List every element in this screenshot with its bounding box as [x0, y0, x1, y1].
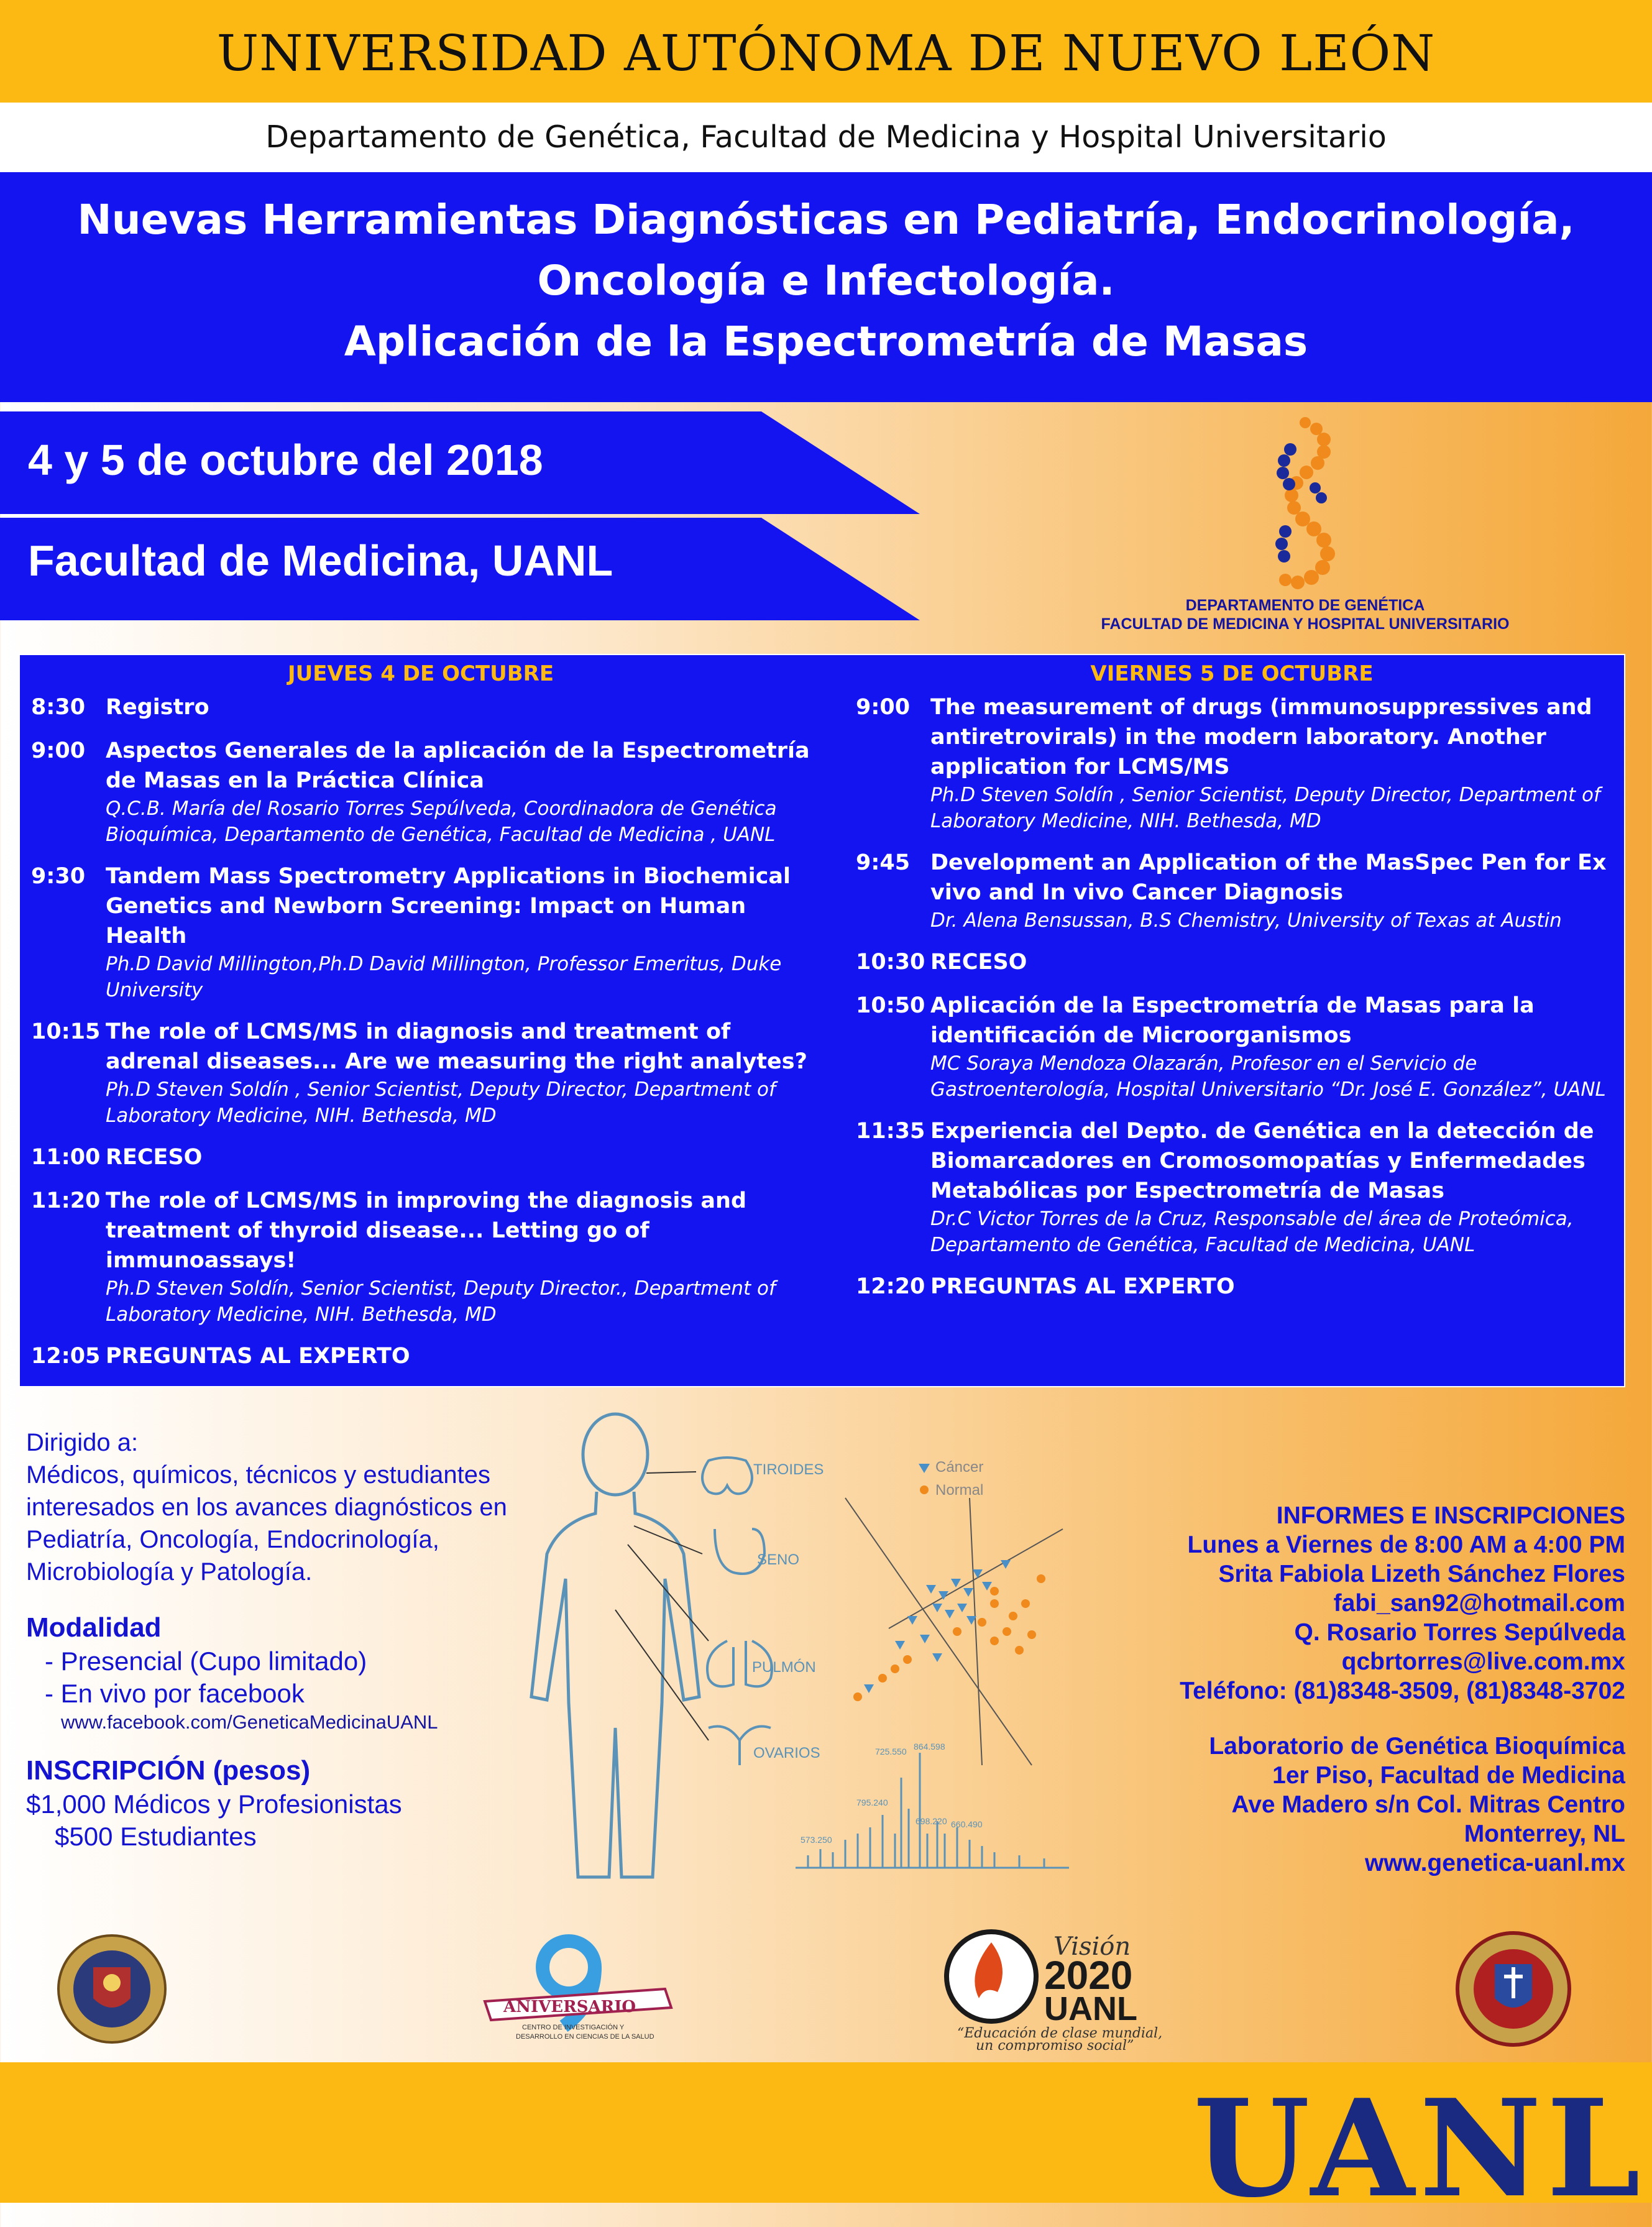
contact-person-2: Q. Rosario Torres Sepúlveda	[1294, 1619, 1625, 1646]
genetics-logo-caption	[1057, 596, 1554, 633]
contact-hours: Lunes a Viernes de 8:00 AM a 4:00 PM	[1187, 1531, 1625, 1558]
schedule-title: PREGUNTAS AL EXPERTO	[106, 1344, 410, 1369]
human-body-icon	[531, 1414, 699, 1877]
schedule-speaker: Dr. Alena Bensussan, B.S Chemistry, University of Texas at Austin	[930, 909, 1562, 932]
schedule-item	[31, 1017, 824, 1129]
legend-normal-marker	[920, 1485, 929, 1494]
audience-info	[26, 1426, 561, 1853]
day1-header: JUEVES 4 DE OCTUBRE	[287, 661, 554, 686]
title-line-3: Aplicación de la Espectrometría de Masas	[344, 318, 1308, 365]
schedule-title: Aplicación de la Espectrometría de Masas para la identificación de Microorganismos	[930, 993, 1535, 1048]
fees-heading: INSCRIPCIÓN (pesos)	[26, 1755, 311, 1786]
schedule-title: RECESO	[106, 1145, 203, 1170]
schedule-item	[31, 861, 824, 1003]
schedule-time: 9:45	[856, 850, 911, 875]
legend-normal: Normal	[935, 1482, 984, 1499]
legend-cancer-marker	[919, 1464, 930, 1473]
audience-text: Médicos, químicos, técnicos y estudiantes interesados en los avances diagnósticos en Pediatría, Oncología, Endocrinología, Microbiología y Patología.	[26, 1461, 507, 1586]
contact-heading: INFORMES E INSCRIPCIONES	[1276, 1502, 1625, 1529]
schedule-time: 12:20	[856, 1274, 925, 1299]
vision-year: 2020	[1044, 1953, 1133, 1998]
peak-label-5: 660.490	[951, 1819, 983, 1829]
title-line-1: Nuevas Herramientas Diagnósticas en Pediatría, Endocrinología,	[77, 196, 1575, 244]
schedule-speaker: Ph.D David Millington,Ph.D David Millington, Professor Emeritus, Duke University	[106, 953, 782, 1001]
schedule-title: RECESO	[930, 950, 1027, 975]
schedule-item	[856, 1272, 1611, 1302]
label-seno: SENO	[757, 1551, 800, 1568]
lab-website[interactable]: www.genetica-uanl.mx	[1365, 1850, 1625, 1876]
schedule-speaker: Q.C.B. María del Rosario Torres Sepúlveda, Coordinadora de Genética Bioquímica, Departamento de Genética, Facultad de Medicina , UANL	[106, 797, 777, 846]
aniversario-word: ANIVERSARIO	[503, 1998, 636, 2016]
event-title	[0, 172, 1652, 402]
label-pulmon: PULMÓN	[752, 1659, 816, 1676]
schedule-item	[856, 1116, 1611, 1258]
schedule-item	[31, 692, 824, 722]
schedule-title: The measurement of drugs (immunosuppressives and antiretrovirals) in the modern laboratory. Another application for LCMS/MS	[930, 695, 1592, 779]
day2-column	[856, 692, 1611, 1315]
schedule-body	[930, 947, 1611, 977]
dna-helix-icon	[1237, 413, 1374, 594]
contact-phone: Teléfono: (81)8348-3509, (81)8348-3702	[1180, 1678, 1625, 1704]
contact-email-1[interactable]: fabi_san92@hotmail.com	[1333, 1590, 1625, 1617]
logo-caption-line-1: DEPARTAMENTO DE GENÉTICA	[1185, 597, 1425, 614]
vision-uanl: UANL	[1044, 1990, 1137, 2027]
schedule-time: 9:30	[31, 864, 86, 889]
schedule-time: 10:15	[31, 1019, 101, 1044]
schedule-body	[930, 692, 1611, 834]
schedule-time: 11:20	[31, 1188, 101, 1213]
schedule-body	[930, 991, 1611, 1103]
lab-name: Laboratorio de Genética Bioquímica	[1209, 1733, 1625, 1760]
vision-word: Visión	[1053, 1932, 1131, 1961]
contact-info	[1057, 1501, 1625, 1878]
department-line: Departamento de Genética, Facultad de Medicina y Hospital Universitario	[0, 103, 1652, 172]
schedule-time: 9:00	[856, 695, 911, 720]
schedule-time: 12:05	[31, 1344, 101, 1369]
lab-street: Ave Madero s/n Col. Mitras Centro	[1231, 1791, 1625, 1818]
schedule-speaker: Ph.D Steven Soldín , Senior Scientist, Deputy Director, Department of Laboratory Medicine, NIH. Bethesda, MD	[930, 784, 1600, 832]
schedule-body	[930, 1116, 1611, 1258]
schedule-item	[31, 1142, 824, 1172]
schedule-title: Tandem Mass Spectrometry Applications in Biochemical Genetics and Newborn Screening: Impact on Human Health	[106, 864, 791, 948]
schedule-time: 10:50	[856, 993, 925, 1018]
schedule-title: Aspectos Generales de la aplicación de la Espectrometría de Masas en la Práctica Clínica	[106, 738, 810, 793]
aniversario-sub-1: CENTRO DE INVESTIGACIÓN Y	[522, 2024, 625, 2031]
schedule-title: The role of LCMS/MS in diagnosis and treatment of adrenal diseases... Are we measuring the right analytes?	[106, 1019, 807, 1074]
logo-caption-line-2: FACULTAD DE MEDICINA Y HOSPITAL UNIVERSITARIO	[1101, 615, 1510, 633]
schedule-time: 8:30	[31, 695, 86, 720]
uanl-seal-logo	[56, 1933, 168, 2045]
schedule-speaker: Ph.D Steven Soldín, Senior Scientist, Deputy Director., Department of Laboratory Medicine, NIH. Bethesda, MD	[106, 1277, 776, 1326]
schedule-body	[930, 848, 1611, 934]
schedule-time: 11:35	[856, 1119, 925, 1144]
schedule-item	[856, 692, 1611, 834]
schedule-speaker: MC Soraya Mendoza Olazarán, Profesor en el Servicio de Gastroenterología, Hospital Universitario “Dr. José E. González”, UANL	[930, 1052, 1606, 1101]
label-ovarios: OVARIOS	[753, 1745, 820, 1761]
schedule-title: Development an Application of the MasSpec Pen for Ex vivo and In vivo Cancer Diagnosis	[930, 850, 1607, 905]
vision-slogan-2: un compromiso social”	[976, 2038, 1134, 2051]
schedule-speaker: Ph.D Steven Soldín , Senior Scientist, Deputy Director, Department of Laboratory Medicine, NIH. Bethesda, MD	[106, 1078, 776, 1127]
day2-header: VIERNES 5 DE OCTUBRE	[1090, 661, 1374, 686]
lab-floor: 1er Piso, Facultad de Medicina	[1272, 1762, 1625, 1789]
aniversario-sub-2: DESARROLLO EN CIENCIAS DE LA SALUD	[516, 2033, 654, 2041]
thyroid-icon	[702, 1458, 752, 1494]
modality-option-1: - Presencial (Cupo limitado)	[45, 1646, 367, 1676]
schedule-time: 10:30	[856, 950, 925, 975]
schedule-item	[31, 1341, 824, 1371]
peak-label-1: 864.598	[914, 1742, 945, 1752]
fee-professionals: $1,000 Médicos y Profesionistas	[26, 1789, 402, 1819]
contact-person-1: Srita Fabiola Lizeth Sánchez Flores	[1218, 1561, 1625, 1587]
schedule-speaker: Dr.C Victor Torres de la Cruz, Responsable del área de Proteómica, Departamento de Genética, Facultad de Medicina, UANL	[930, 1208, 1574, 1256]
schedule-item	[856, 848, 1611, 934]
schedule-body	[106, 692, 824, 722]
genetics-department-logo	[1057, 413, 1554, 643]
legend-cancer: Cáncer	[935, 1459, 984, 1476]
fee-students: $500 Estudiantes	[55, 1822, 257, 1851]
modality-heading: Modalidad	[26, 1612, 162, 1643]
schedule-title: Experiencia del Depto. de Genética en la detección de Biomarcadores en Cromosomopatías y Enfermedades Metabólicas por Espectrometría de Masas	[930, 1119, 1594, 1203]
schedule-body	[106, 861, 824, 1003]
contact-email-2[interactable]: qcbrtorres@live.com.mx	[1341, 1648, 1625, 1675]
modality-option-2: - En vivo por facebook	[45, 1679, 305, 1708]
day1-column	[31, 692, 824, 1385]
schedule-body	[106, 1142, 824, 1172]
uanl-footer-brand: UANL	[1193, 2070, 1646, 2227]
event-date: 4 y 5 de octubre del 2018	[28, 436, 543, 484]
event-place: Facultad de Medicina, UANL	[28, 536, 613, 585]
schedule-title: PREGUNTAS AL EXPERTO	[930, 1274, 1235, 1299]
peak-label-4: 698.220	[915, 1816, 947, 1826]
schedule-item	[31, 1186, 824, 1328]
schedule-time: 11:00	[31, 1145, 101, 1170]
schedule-time: 9:00	[31, 738, 86, 763]
facebook-link[interactable]: www.facebook.com/GeneticaMedicinaUANL	[61, 1711, 438, 1733]
aniversario-logo	[479, 1933, 677, 2045]
schedule-panel	[19, 654, 1625, 1387]
medicine-faculty-seal-logo	[1454, 1930, 1572, 2048]
nine-anniversary-icon	[479, 1933, 677, 2045]
schedule-item	[31, 736, 824, 848]
diagnostic-illustration	[522, 1405, 1081, 1883]
schedule-title: Registro	[106, 695, 209, 720]
schedule-body	[106, 736, 824, 848]
university-title: UNIVERSIDAD AUTÓNOMA DE NUEVO LEÓN	[216, 24, 1436, 82]
mass-spectrum	[796, 1753, 1069, 1868]
peak-label-6: 573.250	[801, 1835, 832, 1845]
schedule-body	[106, 1341, 824, 1371]
schedule-body	[106, 1186, 824, 1328]
label-tiroides: TIROIDES	[753, 1461, 824, 1478]
title-line-2: Oncología e Infectología.	[537, 257, 1115, 305]
peak-label-2: 725.550	[875, 1747, 907, 1756]
vision-2020-logo	[938, 1927, 1200, 2051]
vision-slogan-1: “Educación de clase mundial,	[957, 2026, 1163, 2041]
schedule-item	[856, 947, 1611, 977]
schedule-body	[106, 1017, 824, 1129]
schedule-title: The role of LCMS/MS in improving the diagnosis and treatment of thyroid disease... Letting go of immunoassays!	[106, 1188, 747, 1273]
audience-heading: Dirigido a:	[26, 1429, 139, 1456]
schedule-body	[930, 1272, 1611, 1302]
cancer-points	[864, 1560, 1011, 1693]
peak-label-3: 795.240	[856, 1798, 888, 1807]
lab-city: Monterrey, NL	[1464, 1821, 1625, 1847]
schedule-item	[856, 991, 1611, 1103]
